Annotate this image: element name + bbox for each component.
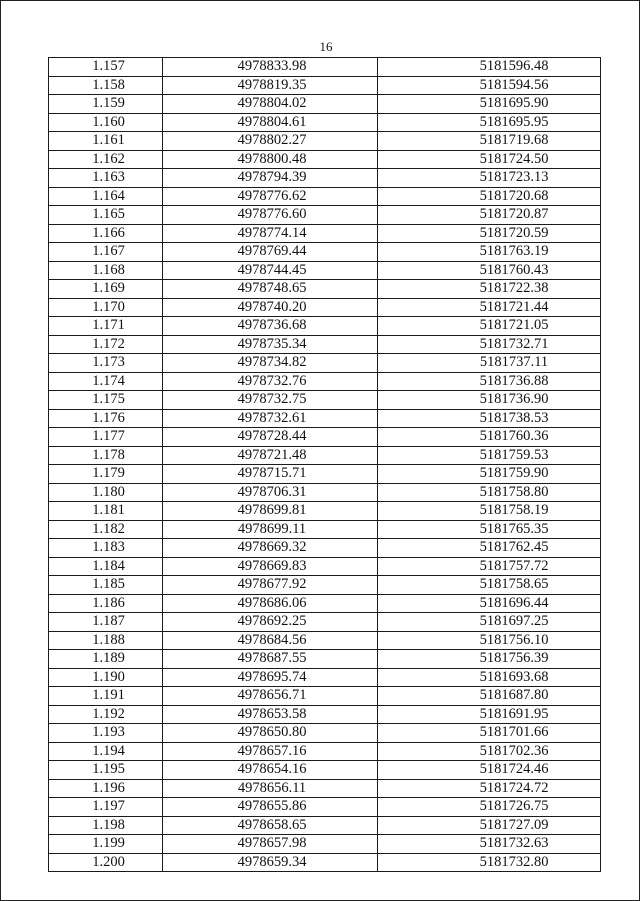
x-coordinate-cell: 4978819.35: [163, 76, 378, 95]
table-row: [49, 779, 601, 798]
point-number-cell: 1.157: [49, 58, 163, 77]
table-row: [49, 631, 601, 650]
table-row: [49, 428, 601, 447]
y-coordinate-cell: 5181722.38: [378, 280, 601, 299]
point-number-cell: 1.183: [49, 539, 163, 558]
table-row: [49, 520, 601, 539]
point-number-cell: 1.179: [49, 465, 163, 484]
y-coordinate-cell: 5181762.45: [378, 539, 601, 558]
point-number-cell: 1.162: [49, 150, 163, 169]
x-coordinate-cell: 4978692.25: [163, 613, 378, 632]
x-coordinate-cell: 4978669.83: [163, 557, 378, 576]
point-number-cell: 1.196: [49, 779, 163, 798]
point-number-cell: 1.158: [49, 76, 163, 95]
point-number-cell: 1.191: [49, 687, 163, 706]
point-number-cell: 1.199: [49, 835, 163, 854]
point-number-cell: 1.184: [49, 557, 163, 576]
x-coordinate-cell: 4978706.31: [163, 483, 378, 502]
y-coordinate-cell: 5181721.44: [378, 298, 601, 317]
x-coordinate-cell: 4978657.98: [163, 835, 378, 854]
x-coordinate-cell: 4978650.80: [163, 724, 378, 743]
x-coordinate-cell: 4978656.71: [163, 687, 378, 706]
point-number-cell: 1.187: [49, 613, 163, 632]
y-coordinate-cell: 5181726.75: [378, 798, 601, 817]
coordinates-table: [48, 57, 601, 872]
point-number-cell: 1.188: [49, 631, 163, 650]
point-number-cell: 1.160: [49, 113, 163, 132]
point-number-cell: 1.159: [49, 95, 163, 114]
table-row: [49, 761, 601, 780]
table-row: [49, 446, 601, 465]
table-row: [49, 668, 601, 687]
x-coordinate-cell: 4978833.98: [163, 58, 378, 77]
x-coordinate-cell: 4978802.27: [163, 132, 378, 151]
y-coordinate-cell: 5181760.43: [378, 261, 601, 280]
table-row: [49, 539, 601, 558]
point-number-cell: 1.180: [49, 483, 163, 502]
x-coordinate-cell: 4978740.20: [163, 298, 378, 317]
point-number-cell: 1.192: [49, 705, 163, 724]
x-coordinate-cell: 4978776.62: [163, 187, 378, 206]
x-coordinate-cell: 4978695.74: [163, 668, 378, 687]
point-number-cell: 1.169: [49, 280, 163, 299]
point-number-cell: 1.167: [49, 243, 163, 262]
table-row: [49, 650, 601, 669]
y-coordinate-cell: 5181702.36: [378, 742, 601, 761]
x-coordinate-cell: 4978774.14: [163, 224, 378, 243]
x-coordinate-cell: 4978687.55: [163, 650, 378, 669]
x-coordinate-cell: 4978677.92: [163, 576, 378, 595]
y-coordinate-cell: 5181759.90: [378, 465, 601, 484]
table-row: [49, 687, 601, 706]
table-row: [49, 594, 601, 613]
y-coordinate-cell: 5181719.68: [378, 132, 601, 151]
point-number-cell: 1.173: [49, 354, 163, 373]
y-coordinate-cell: 5181687.80: [378, 687, 601, 706]
y-coordinate-cell: 5181701.66: [378, 724, 601, 743]
x-coordinate-cell: 4978654.16: [163, 761, 378, 780]
y-coordinate-cell: 5181724.46: [378, 761, 601, 780]
point-number-cell: 1.176: [49, 409, 163, 428]
table-row: [49, 483, 601, 502]
table-row: [49, 853, 601, 872]
point-number-cell: 1.165: [49, 206, 163, 225]
y-coordinate-cell: 5181760.36: [378, 428, 601, 447]
point-number-cell: 1.186: [49, 594, 163, 613]
page-number: 16: [319, 39, 333, 54]
point-number-cell: 1.174: [49, 372, 163, 391]
y-coordinate-cell: 5181720.87: [378, 206, 601, 225]
y-coordinate-cell: 5181763.19: [378, 243, 601, 262]
table-row: [49, 224, 601, 243]
point-number-cell: 1.194: [49, 742, 163, 761]
x-coordinate-cell: 4978734.82: [163, 354, 378, 373]
point-number-cell: 1.189: [49, 650, 163, 669]
table-row: [49, 372, 601, 391]
y-coordinate-cell: 5181727.09: [378, 816, 601, 835]
point-number-cell: 1.193: [49, 724, 163, 743]
point-number-cell: 1.181: [49, 502, 163, 521]
x-coordinate-cell: 4978659.34: [163, 853, 378, 872]
table-row: [49, 261, 601, 280]
y-coordinate-cell: 5181693.68: [378, 668, 601, 687]
point-number-cell: 1.182: [49, 520, 163, 539]
table-row: [49, 206, 601, 225]
y-coordinate-cell: 5181723.13: [378, 169, 601, 188]
y-coordinate-cell: 5181732.80: [378, 853, 601, 872]
x-coordinate-cell: 4978735.34: [163, 335, 378, 354]
table-row: [49, 76, 601, 95]
x-coordinate-cell: 4978732.76: [163, 372, 378, 391]
point-number-cell: 1.200: [49, 853, 163, 872]
table-row: [49, 391, 601, 410]
point-number-cell: 1.168: [49, 261, 163, 280]
point-number-cell: 1.185: [49, 576, 163, 595]
y-coordinate-cell: 5181724.72: [378, 779, 601, 798]
x-coordinate-cell: 4978699.11: [163, 520, 378, 539]
x-coordinate-cell: 4978744.45: [163, 261, 378, 280]
y-coordinate-cell: 5181736.88: [378, 372, 601, 391]
point-number-cell: 1.198: [49, 816, 163, 835]
point-number-cell: 1.178: [49, 446, 163, 465]
y-coordinate-cell: 5181756.39: [378, 650, 601, 669]
table-row: [49, 113, 601, 132]
table-row: [49, 58, 601, 77]
x-coordinate-cell: 4978776.60: [163, 206, 378, 225]
point-number-cell: 1.163: [49, 169, 163, 188]
y-coordinate-cell: 5181696.44: [378, 594, 601, 613]
table-row: [49, 317, 601, 336]
point-number-cell: 1.171: [49, 317, 163, 336]
point-number-cell: 1.170: [49, 298, 163, 317]
point-number-cell: 1.175: [49, 391, 163, 410]
y-coordinate-cell: 5181756.10: [378, 631, 601, 650]
y-coordinate-cell: 5181697.25: [378, 613, 601, 632]
x-coordinate-cell: 4978732.75: [163, 391, 378, 410]
table-row: [49, 465, 601, 484]
x-coordinate-cell: 4978748.65: [163, 280, 378, 299]
point-number-cell: 1.177: [49, 428, 163, 447]
table-row: [49, 335, 601, 354]
table-row: [49, 354, 601, 373]
table-row: [49, 169, 601, 188]
table-row: [49, 502, 601, 521]
x-coordinate-cell: 4978804.61: [163, 113, 378, 132]
x-coordinate-cell: 4978736.68: [163, 317, 378, 336]
table-row: [49, 835, 601, 854]
x-coordinate-cell: 4978794.39: [163, 169, 378, 188]
table-row: [49, 705, 601, 724]
y-coordinate-cell: 5181738.53: [378, 409, 601, 428]
y-coordinate-cell: 5181758.65: [378, 576, 601, 595]
x-coordinate-cell: 4978715.71: [163, 465, 378, 484]
point-number-cell: 1.166: [49, 224, 163, 243]
y-coordinate-cell: 5181695.90: [378, 95, 601, 114]
x-coordinate-cell: 4978686.06: [163, 594, 378, 613]
x-coordinate-cell: 4978769.44: [163, 243, 378, 262]
y-coordinate-cell: 5181724.50: [378, 150, 601, 169]
y-coordinate-cell: 5181691.95: [378, 705, 601, 724]
table-row: [49, 280, 601, 299]
table-row: [49, 742, 601, 761]
y-coordinate-cell: 5181732.71: [378, 335, 601, 354]
y-coordinate-cell: 5181732.63: [378, 835, 601, 854]
y-coordinate-cell: 5181758.80: [378, 483, 601, 502]
table-row: [49, 150, 601, 169]
y-coordinate-cell: 5181596.48: [378, 58, 601, 77]
x-coordinate-cell: 4978728.44: [163, 428, 378, 447]
y-coordinate-cell: 5181720.68: [378, 187, 601, 206]
y-coordinate-cell: 5181594.56: [378, 76, 601, 95]
x-coordinate-cell: 4978800.48: [163, 150, 378, 169]
x-coordinate-cell: 4978732.61: [163, 409, 378, 428]
point-number-cell: 1.172: [49, 335, 163, 354]
table-row: [49, 187, 601, 206]
table-row: [49, 298, 601, 317]
point-number-cell: 1.195: [49, 761, 163, 780]
table-row: [49, 95, 601, 114]
x-coordinate-cell: 4978721.48: [163, 446, 378, 465]
table-row: [49, 798, 601, 817]
y-coordinate-cell: 5181758.19: [378, 502, 601, 521]
table-row: [49, 613, 601, 632]
x-coordinate-cell: 4978669.32: [163, 539, 378, 558]
point-number-cell: 1.161: [49, 132, 163, 151]
point-number-cell: 1.197: [49, 798, 163, 817]
x-coordinate-cell: 4978699.81: [163, 502, 378, 521]
table-row: [49, 243, 601, 262]
point-number-cell: 1.190: [49, 668, 163, 687]
table-row: [49, 576, 601, 595]
x-coordinate-cell: 4978684.56: [163, 631, 378, 650]
table-row: [49, 557, 601, 576]
table-row: [49, 409, 601, 428]
coordinates-table-body: [49, 58, 601, 872]
y-coordinate-cell: 5181720.59: [378, 224, 601, 243]
x-coordinate-cell: 4978804.02: [163, 95, 378, 114]
y-coordinate-cell: 5181765.35: [378, 520, 601, 539]
table-row: [49, 132, 601, 151]
y-coordinate-cell: 5181757.72: [378, 557, 601, 576]
y-coordinate-cell: 5181759.53: [378, 446, 601, 465]
y-coordinate-cell: 5181695.95: [378, 113, 601, 132]
x-coordinate-cell: 4978658.65: [163, 816, 378, 835]
x-coordinate-cell: 4978655.86: [163, 798, 378, 817]
x-coordinate-cell: 4978653.58: [163, 705, 378, 724]
point-number-cell: 1.164: [49, 187, 163, 206]
table-row: [49, 816, 601, 835]
table-row: [49, 724, 601, 743]
y-coordinate-cell: 5181721.05: [378, 317, 601, 336]
y-coordinate-cell: 5181737.11: [378, 354, 601, 373]
y-coordinate-cell: 5181736.90: [378, 391, 601, 410]
x-coordinate-cell: 4978657.16: [163, 742, 378, 761]
x-coordinate-cell: 4978656.11: [163, 779, 378, 798]
